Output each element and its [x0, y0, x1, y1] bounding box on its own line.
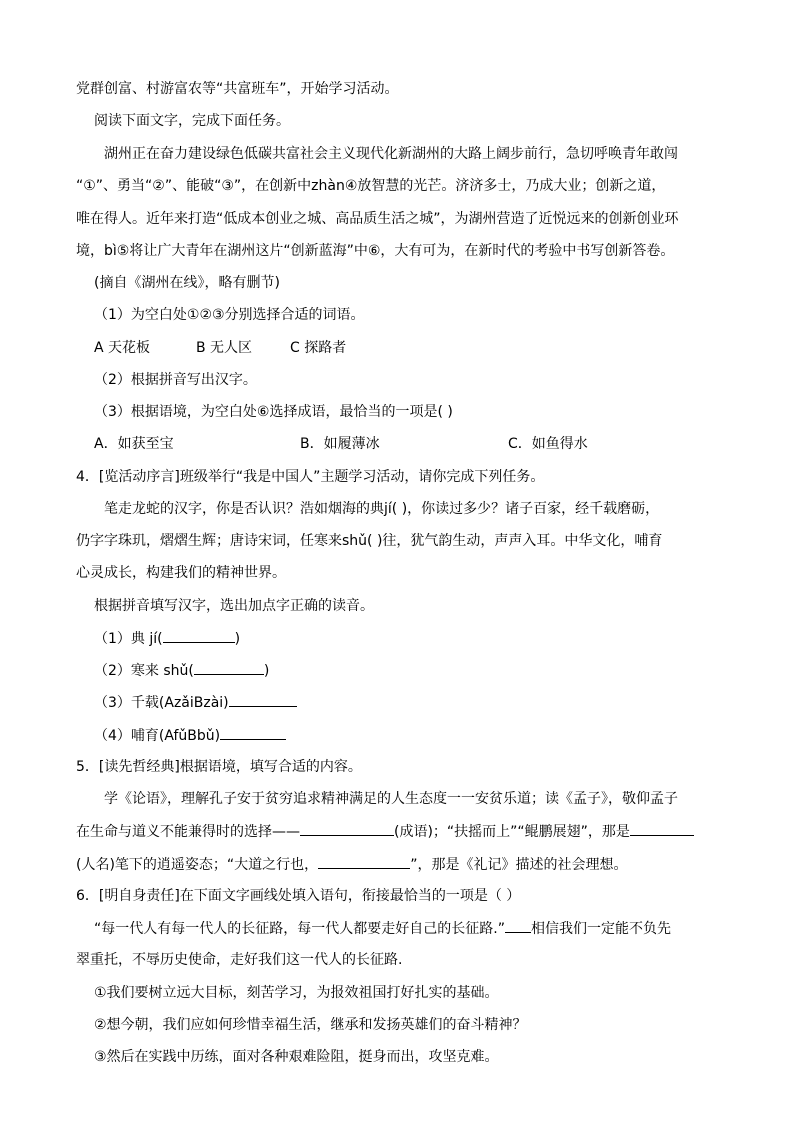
fill-item-4	[94, 725, 286, 746]
answer-blank[interactable]	[318, 854, 410, 869]
passage-line: 翠重托，不辱历史使命，走好我们这一代人的长征路.	[76, 952, 403, 968]
answer-blank[interactable]	[300, 821, 394, 836]
fill-item-3	[94, 692, 297, 713]
passage-line	[94, 918, 671, 939]
fill-item-close: )	[234, 631, 241, 647]
text-line: 党群创富、村游富农等“共富班车”，开始学习活动。	[76, 81, 399, 97]
passage-line	[76, 854, 627, 875]
passage-line: 唯在得人。近年来打造“低成本创业之城、高品质生活之城”，为湖州营造了近悦远来的创新创业环	[76, 211, 679, 227]
instruction-line: 根据拼音填写汉字，选出加点字正确的读音。	[94, 598, 374, 614]
fill-item-label: （1）典 jí(	[94, 631, 163, 647]
option-a: A．如获至宝	[94, 436, 174, 452]
fill-item-label: （4）哺育(AfǔBbǔ)	[94, 728, 221, 744]
passage-line	[76, 821, 694, 842]
passage-line: 心灵成长，构建我们的精神世界。	[76, 565, 286, 581]
option-c: C 探路者	[290, 340, 347, 356]
passage-text: (人名)笔下的逍遥姿态；“大道之行也，	[76, 857, 319, 873]
answer-blank[interactable]	[229, 692, 297, 707]
option-b: B 无人区	[196, 340, 253, 356]
sub-question-3: （3）根据语境，为空白处⑥选择成语，最恰当的一项是( )	[94, 404, 453, 420]
sub-question-1: （1）为空白处①②③分别选择合适的词语。	[94, 307, 365, 323]
passage-text: 相信我们一定能不负先	[530, 921, 671, 937]
option-b: B．如履薄冰	[300, 436, 380, 452]
fill-item-label: （3）千载(AzǎiBzài)	[94, 695, 229, 711]
passage-line: 学《论语》，理解孔子安于贫穷追求精神满足的人生态度一一安贫乐道；读《孟子》，敬仰孟子	[104, 791, 678, 807]
question-6-title: 6．[明自身责任]在下面文字画线处填入语句，衔接最恰当的一项是（ ）	[76, 888, 521, 904]
answer-blank[interactable]	[630, 821, 694, 836]
passage-line: 湖州正在奋力建设绿色低碳共富社会主义现代化新湖州的大路上阔步前行，急切呼唤青年敢闯	[104, 146, 678, 162]
source-note: (摘自《湖州在线》，略有删节)	[94, 275, 280, 291]
question-4-title: 4．[览活动序言]班级举行“我是中国人”主题学习活动，请你完成下列任务。	[76, 469, 545, 485]
instruction-line: 阅读下面文字，完成下面任务。	[94, 113, 290, 129]
passage-text: (成语)；“扶摇而上”“鲲鹏展翅”，那是	[394, 824, 630, 840]
passage-line: “①”、勇当“②”、能破“③”，在创新中zhàn④放智慧的光芒。济济多士，乃成大业；创新之道，	[76, 178, 666, 194]
passage-line: 笔走龙蛇的汉字，你是否认识？浩如烟海的典jí( )，你读过多少？诸子百家，经千载磨砺，	[104, 501, 660, 517]
fill-item-2	[94, 660, 269, 681]
option-a: A 天花板	[94, 340, 151, 356]
answer-blank[interactable]	[505, 918, 531, 933]
answer-blank[interactable]	[194, 660, 264, 675]
sub-question-2: （2）根据拼音写出汉字。	[94, 372, 257, 388]
fill-item-1	[94, 628, 240, 649]
answer-blank[interactable]	[163, 628, 235, 643]
question-5-title: 5．[读先哲经典]根据语境，填写合适的内容。	[76, 759, 362, 775]
passage-line: 仍字字珠玑，熠熠生辉；唐诗宋词，任寒来shǔ( )往，犹气韵生动，声声入耳。中华文化，哺育	[76, 533, 663, 549]
fill-item-label: （2）寒来 shǔ(	[94, 663, 194, 679]
option-c: C．如鱼得水	[508, 436, 588, 452]
statement-2: ②想今朝，我们应如何珍惜幸福生活，继承和发扬英雄们的奋斗精神？	[94, 1017, 527, 1033]
statement-1: ①我们要树立远大目标，刻苦学习，为报效祖国打好扎实的基础。	[94, 985, 499, 1001]
passage-text: “每一代人有每一代人的长征路，每一代人都要走好自己的长征路.”	[94, 921, 505, 937]
fill-item-close: )	[263, 663, 270, 679]
passage-line: 境，bì⑤将让广大青年在湖州这片“创新蓝海”中⑥，大有可为，在新时代的考验中书写创新答卷。	[76, 243, 675, 259]
statement-3: ③然后在实践中历练，面对各种艰难险阻，挺身而出，攻坚克难。	[94, 1049, 499, 1065]
passage-text: ”，那是《礼记》描述的社会理想。	[410, 857, 628, 873]
passage-text: 在生命与道义不能兼得时的选择——	[76, 824, 300, 840]
answer-blank[interactable]	[220, 725, 286, 740]
